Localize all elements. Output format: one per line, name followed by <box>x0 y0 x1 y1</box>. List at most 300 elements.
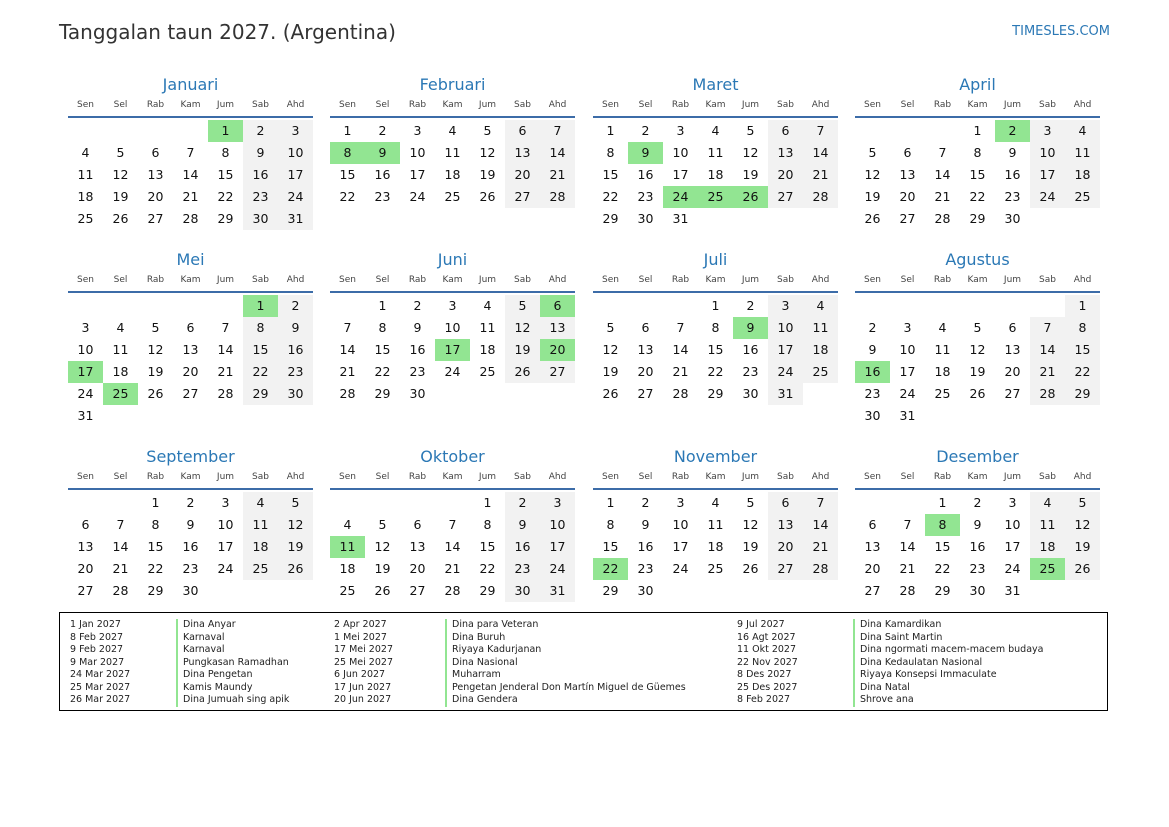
day-cell: 1 <box>483 495 492 510</box>
weekday-label: Kam <box>442 472 463 482</box>
day-cell: 4 <box>803 295 838 317</box>
day-cell: 19 <box>1065 536 1100 558</box>
day-cell: 16 <box>742 342 759 357</box>
holiday-day-cell: 1 <box>243 295 278 317</box>
day-cell: 19 <box>742 539 759 554</box>
day-cell: 5 <box>505 295 540 317</box>
empty-cell <box>400 492 435 514</box>
site-link[interactable]: TIMESLES.COM <box>1012 24 1110 39</box>
day-cell: 10 <box>672 145 689 160</box>
day-cell: 31 <box>540 580 575 602</box>
legend-holiday-name: Pungkasan Ramadhan <box>183 656 289 668</box>
day-cell: 3 <box>1030 120 1065 142</box>
weekday-label: Sen <box>339 472 356 482</box>
empty-cell <box>68 295 103 317</box>
weekday-label: Rab <box>671 100 690 110</box>
day-cell: 14 <box>934 167 951 182</box>
day-cell: 27 <box>409 583 426 598</box>
day-cell: 21 <box>934 189 951 204</box>
day-cell: 25 <box>479 364 496 379</box>
day-cell: 16 <box>505 536 540 558</box>
day-cell: 26 <box>864 211 881 226</box>
day-cell: 28 <box>112 583 129 598</box>
day-cell: 15 <box>374 342 391 357</box>
day-cell: 30 <box>409 386 426 401</box>
day-cell: 15 <box>243 339 278 361</box>
weekday-label: Sel <box>375 472 390 482</box>
day-cell: 9 <box>1008 145 1017 160</box>
day-cell: 29 <box>934 583 951 598</box>
weekday-label: Ahd <box>811 100 830 110</box>
day-cell: 10 <box>1030 142 1065 164</box>
day-cell: 13 <box>768 514 803 536</box>
month-januari <box>68 74 313 230</box>
day-cell: 5 <box>606 320 615 335</box>
empty-cell <box>330 492 365 514</box>
weekday-header <box>855 273 1100 293</box>
weekday-header <box>330 273 575 293</box>
legend-date: 17 Jun 2027 <box>334 681 392 693</box>
day-cell: 26 <box>969 386 986 401</box>
weekday-label: Ahd <box>1073 275 1092 285</box>
day-cell: 18 <box>1065 164 1100 186</box>
day-cell: 13 <box>182 342 199 357</box>
day-cell: 2 <box>243 120 278 142</box>
day-cell: 30 <box>278 383 313 405</box>
day-cell: 9 <box>186 517 195 532</box>
day-cell: 4 <box>938 320 947 335</box>
legend-holiday-name: Dina Kamardikan <box>860 619 942 630</box>
day-cell: 11 <box>1065 142 1100 164</box>
weekday-label: Rab <box>933 275 952 285</box>
day-cell: 4 <box>448 123 457 138</box>
empty-cell <box>855 295 890 317</box>
day-cell: 12 <box>1065 514 1100 536</box>
day-cell: 15 <box>969 167 986 182</box>
day-cell: 26 <box>112 211 129 226</box>
day-cell: 8 <box>973 145 982 160</box>
legend-date: 20 Jun 2027 <box>334 694 392 705</box>
day-cell: 28 <box>540 186 575 208</box>
day-cell: 5 <box>278 492 313 514</box>
legend-holiday-name: Dina Saint Martin <box>860 631 943 643</box>
weekday-label: Kam <box>705 275 726 285</box>
day-cell: 20 <box>505 164 540 186</box>
legend-date: 16 Agt 2027 <box>737 631 796 643</box>
day-cell: 24 <box>1030 186 1065 208</box>
day-grid <box>330 120 575 208</box>
day-cell: 7 <box>221 320 230 335</box>
day-cell: 12 <box>602 342 619 357</box>
weekday-label: Jum <box>216 472 235 482</box>
day-cell: 10 <box>1004 517 1021 532</box>
weekday-label: Sen <box>864 100 881 110</box>
day-cell: 26 <box>602 386 619 401</box>
day-cell: 9 <box>243 142 278 164</box>
legend-holiday-name: Riyaya Konsepsi Immaculate <box>860 669 997 680</box>
day-cell: 1 <box>938 495 947 510</box>
weekday-label: Sab <box>252 472 269 482</box>
empty-cell <box>890 295 925 317</box>
day-cell: 12 <box>742 517 759 532</box>
day-cell: 6 <box>903 145 912 160</box>
day-cell: 6 <box>768 492 803 514</box>
weekday-label: Sel <box>638 275 653 285</box>
legend-holiday-name: Dina Pengetan <box>183 669 253 680</box>
day-cell: 6 <box>641 320 650 335</box>
weekday-label: Kam <box>967 275 988 285</box>
day-cell: 5 <box>973 320 982 335</box>
day-cell: 17 <box>217 539 234 554</box>
weekday-label: Sab <box>514 275 531 285</box>
legend-holiday-name: Dina Natal <box>860 681 910 693</box>
day-cell: 15 <box>934 539 951 554</box>
day-cell: 17 <box>672 167 689 182</box>
legend-holiday-name: Dina Kedaulatan Nasional <box>860 656 983 668</box>
day-cell: 10 <box>672 517 689 532</box>
day-cell: 10 <box>409 145 426 160</box>
day-cell: 20 <box>864 561 881 576</box>
day-cell: 31 <box>77 408 94 423</box>
day-cell: 8 <box>151 517 160 532</box>
day-cell: 10 <box>444 320 461 335</box>
day-cell: 13 <box>637 342 654 357</box>
day-cell: 4 <box>343 517 352 532</box>
weekday-label: Kam <box>967 472 988 482</box>
day-cell: 12 <box>505 317 540 339</box>
day-cell: 20 <box>637 364 654 379</box>
legend-date: 1 Jan 2027 <box>70 619 121 630</box>
day-cell: 19 <box>147 364 164 379</box>
legend-holiday-name: Dina Gendera <box>452 694 518 705</box>
day-cell: 7 <box>903 517 912 532</box>
day-cell: 31 <box>278 208 313 230</box>
day-cell: 4 <box>116 320 125 335</box>
day-cell: 11 <box>934 342 951 357</box>
day-cell: 27 <box>147 211 164 226</box>
day-cell: 12 <box>479 145 496 160</box>
day-cell: 28 <box>672 386 689 401</box>
day-cell: 7 <box>448 517 457 532</box>
day-cell: 27 <box>1004 386 1021 401</box>
day-cell: 6 <box>81 517 90 532</box>
day-cell: 25 <box>1065 186 1100 208</box>
weekday-label: Rab <box>933 472 952 482</box>
weekday-header <box>330 98 575 118</box>
day-cell: 14 <box>803 514 838 536</box>
day-cell: 2 <box>413 298 422 313</box>
day-cell: 3 <box>413 123 422 138</box>
day-cell: 5 <box>1065 492 1100 514</box>
weekday-label: Jum <box>478 472 497 482</box>
holiday-day-cell: 22 <box>593 558 628 580</box>
empty-cell <box>1030 295 1065 317</box>
weekday-label: Sab <box>514 100 531 110</box>
weekday-label: Sab <box>1039 472 1056 482</box>
weekday-label: Ahd <box>1073 100 1092 110</box>
day-cell: 30 <box>637 583 654 598</box>
day-cell: 10 <box>278 142 313 164</box>
day-cell: 24 <box>768 361 803 383</box>
weekday-label: Jum <box>478 275 497 285</box>
weekday-label: Sab <box>777 100 794 110</box>
month-februari <box>330 74 575 208</box>
day-cell: 5 <box>868 145 877 160</box>
legend-holiday-name: Dina Nasional <box>452 656 518 668</box>
day-cell: 7 <box>186 145 195 160</box>
weekday-header <box>593 98 838 118</box>
day-cell: 19 <box>112 189 129 204</box>
weekday-label: Sab <box>252 100 269 110</box>
day-grid <box>855 120 1100 230</box>
day-cell: 25 <box>339 583 356 598</box>
month-desember <box>855 446 1100 602</box>
day-cell: 18 <box>444 167 461 182</box>
day-cell: 9 <box>505 514 540 536</box>
legend-date: 17 Mei 2027 <box>334 644 393 655</box>
day-cell: 24 <box>899 386 916 401</box>
empty-cell <box>365 492 400 514</box>
day-cell: 15 <box>217 167 234 182</box>
legend-holiday-name: Karnaval <box>183 631 225 643</box>
weekday-label: Jum <box>741 100 760 110</box>
weekday-label: Sel <box>638 472 653 482</box>
holiday-day-cell: 8 <box>925 514 960 536</box>
day-cell: 10 <box>899 342 916 357</box>
empty-cell <box>960 295 995 317</box>
weekday-label: Ahd <box>286 472 305 482</box>
day-cell: 3 <box>676 123 685 138</box>
day-cell: 7 <box>1030 317 1065 339</box>
day-cell: 7 <box>343 320 352 335</box>
day-cell: 15 <box>602 167 619 182</box>
weekday-label: Sel <box>113 275 128 285</box>
day-cell: 12 <box>864 167 881 182</box>
day-cell: 7 <box>540 120 575 142</box>
day-cell: 4 <box>711 495 720 510</box>
day-cell: 2 <box>505 492 540 514</box>
day-cell: 26 <box>479 189 496 204</box>
weekday-label: Rab <box>146 100 165 110</box>
day-cell: 23 <box>409 364 426 379</box>
weekday-label: Rab <box>408 275 427 285</box>
day-cell: 5 <box>151 320 160 335</box>
empty-cell <box>855 120 890 142</box>
weekday-label: Sen <box>77 100 94 110</box>
day-cell: 1 <box>606 495 615 510</box>
month-name: Oktober <box>420 447 485 466</box>
day-cell: 8 <box>711 320 720 335</box>
day-cell: 18 <box>934 364 951 379</box>
holiday-day-cell: 25 <box>103 383 138 405</box>
day-cell: 6 <box>186 320 195 335</box>
day-cell: 11 <box>1030 514 1065 536</box>
day-cell: 1 <box>343 123 352 138</box>
day-cell: 3 <box>768 295 803 317</box>
legend-holiday-name: Pengetan Jenderal Don Martín Miguel de Güemes <box>452 681 686 693</box>
day-cell: 28 <box>217 386 234 401</box>
month-name: Maret <box>692 75 739 94</box>
weekday-label: Jum <box>1003 100 1022 110</box>
day-cell: 22 <box>374 364 391 379</box>
day-cell: 18 <box>803 339 838 361</box>
month-april <box>855 74 1100 230</box>
day-cell: 27 <box>637 386 654 401</box>
weekday-label: Sel <box>900 472 915 482</box>
day-cell: 3 <box>540 492 575 514</box>
day-cell: 21 <box>112 561 129 576</box>
day-cell: 24 <box>444 364 461 379</box>
day-cell: 23 <box>278 361 313 383</box>
day-cell: 8 <box>606 145 615 160</box>
weekday-label: Ahd <box>811 472 830 482</box>
day-cell: 7 <box>803 492 838 514</box>
day-cell: 19 <box>969 364 986 379</box>
weekday-label: Jum <box>741 472 760 482</box>
day-cell: 4 <box>711 123 720 138</box>
month-agustus <box>855 249 1100 427</box>
day-cell: 14 <box>444 539 461 554</box>
empty-cell <box>890 492 925 514</box>
day-cell: 9 <box>278 317 313 339</box>
weekday-header <box>593 273 838 293</box>
empty-cell <box>628 295 663 317</box>
day-cell: 19 <box>374 561 391 576</box>
day-cell: 19 <box>742 167 759 182</box>
legend-date: 9 Feb 2027 <box>70 644 124 655</box>
day-cell: 20 <box>768 164 803 186</box>
day-cell: 18 <box>243 536 278 558</box>
day-cell: 19 <box>602 364 619 379</box>
legend-holiday-name: Dina Anyar <box>183 619 236 630</box>
empty-cell <box>330 295 365 317</box>
day-cell: 23 <box>637 189 654 204</box>
day-cell: 2 <box>278 295 313 317</box>
month-name: Juni <box>437 250 468 269</box>
day-cell: 26 <box>147 386 164 401</box>
day-cell: 26 <box>505 361 540 383</box>
day-cell: 26 <box>1065 558 1100 580</box>
day-cell: 1 <box>606 123 615 138</box>
day-cell: 12 <box>278 514 313 536</box>
legend-holiday-name: Riyaya Kadurjanan <box>452 644 542 655</box>
day-cell: 3 <box>1008 495 1017 510</box>
day-cell: 16 <box>374 167 391 182</box>
day-grid <box>330 295 575 405</box>
holiday-day-cell: 2 <box>995 120 1030 142</box>
day-cell: 2 <box>868 320 877 335</box>
day-cell: 23 <box>182 561 199 576</box>
empty-cell <box>68 120 103 142</box>
day-cell: 6 <box>413 517 422 532</box>
legend-names-column <box>853 619 1043 707</box>
day-cell: 5 <box>116 145 125 160</box>
weekday-label: Ahd <box>286 100 305 110</box>
weekday-label: Sel <box>375 100 390 110</box>
weekday-label: Sen <box>602 472 619 482</box>
empty-cell <box>925 295 960 317</box>
day-cell: 31 <box>899 408 916 423</box>
day-cell: 5 <box>378 517 387 532</box>
day-cell: 14 <box>803 142 838 164</box>
weekday-label: Sen <box>864 275 881 285</box>
weekday-label: Sab <box>777 472 794 482</box>
day-cell: 19 <box>479 167 496 182</box>
empty-cell <box>593 295 628 317</box>
day-cell: 18 <box>479 342 496 357</box>
day-cell: 12 <box>969 342 986 357</box>
day-cell: 3 <box>448 298 457 313</box>
holiday-day-cell: 9 <box>628 142 663 164</box>
day-cell: 19 <box>278 536 313 558</box>
holiday-day-cell: 17 <box>68 361 103 383</box>
day-cell: 23 <box>864 386 881 401</box>
legend-date: 8 Feb 2027 <box>70 631 124 643</box>
legend-date: 11 Okt 2027 <box>737 644 797 655</box>
empty-cell <box>208 295 243 317</box>
day-cell: 22 <box>243 361 278 383</box>
day-cell: 30 <box>1004 211 1021 226</box>
month-maret <box>593 74 838 230</box>
empty-cell <box>138 295 173 317</box>
weekday-header <box>593 470 838 490</box>
day-cell: 20 <box>768 536 803 558</box>
weekday-label: Sab <box>1039 275 1056 285</box>
page-title: Tanggalan taun 2027. (Argentina) <box>59 20 396 44</box>
day-cell: 24 <box>1004 561 1021 576</box>
day-cell: 25 <box>243 558 278 580</box>
empty-cell <box>890 120 925 142</box>
weekday-label: Sel <box>900 275 915 285</box>
legend-date: 8 Des 2027 <box>737 669 792 680</box>
legend-date: 25 Mar 2027 <box>70 681 131 693</box>
day-cell: 12 <box>374 539 391 554</box>
holiday-day-cell: 11 <box>330 536 365 558</box>
legend-dates-column <box>70 619 130 707</box>
day-cell: 9 <box>868 342 877 357</box>
legend-date: 2 Apr 2027 <box>334 619 387 630</box>
day-grid <box>855 295 1100 427</box>
day-cell: 17 <box>409 167 426 182</box>
day-cell: 2 <box>641 123 650 138</box>
day-cell: 26 <box>742 561 759 576</box>
day-cell: 16 <box>637 539 654 554</box>
weekday-label: Ahd <box>1073 472 1092 482</box>
month-juli <box>593 249 838 405</box>
day-cell: 9 <box>973 517 982 532</box>
day-cell: 5 <box>483 123 492 138</box>
day-cell: 23 <box>969 561 986 576</box>
weekday-label: Kam <box>442 100 463 110</box>
day-cell: 18 <box>1030 536 1065 558</box>
weekday-label: Rab <box>146 275 165 285</box>
day-cell: 29 <box>479 583 496 598</box>
legend-dates-column <box>737 619 798 707</box>
day-cell: 27 <box>505 186 540 208</box>
day-grid <box>68 492 313 602</box>
day-cell: 29 <box>707 386 724 401</box>
day-cell: 29 <box>602 583 619 598</box>
legend-holiday-name: Muharram <box>452 669 501 680</box>
day-cell: 15 <box>707 342 724 357</box>
day-cell: 10 <box>768 317 803 339</box>
day-cell: 28 <box>444 583 461 598</box>
legend-holiday-name: Dina ngormati macem-macem budaya <box>860 644 1044 655</box>
day-cell: 21 <box>899 561 916 576</box>
day-cell: 20 <box>182 364 199 379</box>
day-cell: 11 <box>803 317 838 339</box>
day-grid <box>330 492 575 602</box>
